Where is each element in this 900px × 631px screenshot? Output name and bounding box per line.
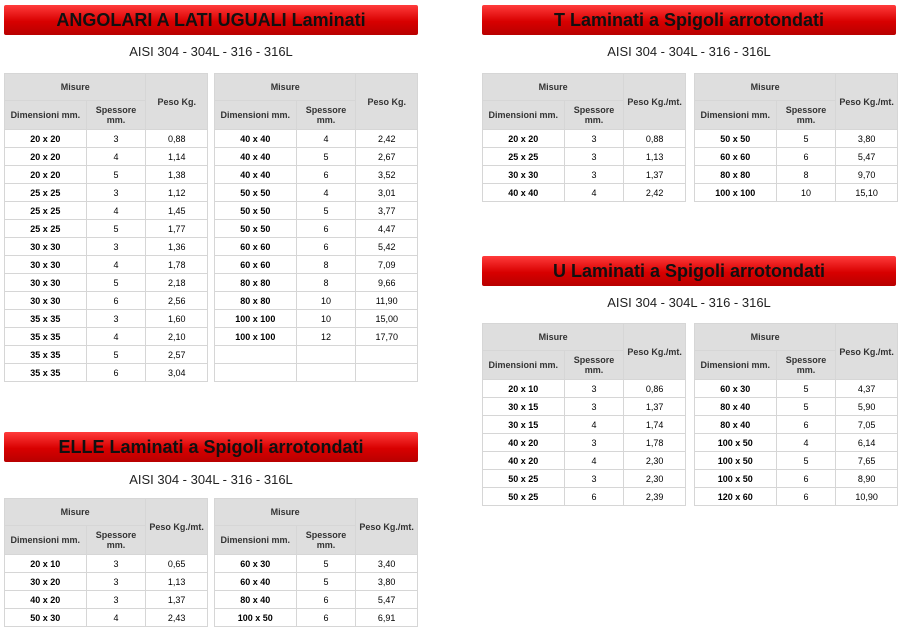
thickness-cell: 6 <box>776 416 836 434</box>
dimension-cell: 60 x 40 <box>215 573 297 591</box>
thickness-cell: 4 <box>86 202 146 220</box>
weight-cell: 1,74 <box>624 416 686 434</box>
weight-cell: 17,70 <box>356 328 418 346</box>
table-row <box>215 166 418 184</box>
dimension-cell: 20 x 10 <box>483 380 565 398</box>
weight-cell: 1,45 <box>146 202 208 220</box>
thickness-cell: 4 <box>564 416 624 434</box>
table-row <box>215 238 418 256</box>
weight-cell: 9,66 <box>356 274 418 292</box>
dimension-cell: 35 x 35 <box>5 346 87 364</box>
thickness-cell: 4 <box>564 184 624 202</box>
dimension-cell: 100 x 50 <box>695 470 777 488</box>
weight-cell: 5,90 <box>836 398 898 416</box>
thickness-cell: 4 <box>86 328 146 346</box>
weight-cell: 3,04 <box>146 364 208 382</box>
table-row <box>5 573 208 591</box>
table-row <box>5 364 208 382</box>
table-row <box>5 346 208 364</box>
dimension-cell: 20 x 20 <box>483 130 565 148</box>
table-row <box>5 256 208 274</box>
table-row <box>5 184 208 202</box>
dimension-cell: 100 x 100 <box>215 328 297 346</box>
dimension-cell: 60 x 30 <box>695 380 777 398</box>
table-row <box>5 328 208 346</box>
thickness-cell: 6 <box>296 591 356 609</box>
header-dimensioni: Dimensioni mm. <box>215 101 297 130</box>
dimension-cell <box>215 346 297 364</box>
dimension-cell: 30 x 30 <box>5 274 87 292</box>
table-row <box>215 555 418 573</box>
weight-cell: 5,47 <box>836 148 898 166</box>
dimension-cell: 100 x 100 <box>695 184 777 202</box>
dimension-cell: 30 x 30 <box>5 256 87 274</box>
header-misure: Misure <box>695 324 836 351</box>
elle-table-right <box>214 498 418 627</box>
thickness-cell: 5 <box>296 148 356 166</box>
table-row <box>5 166 208 184</box>
thickness-cell: 10 <box>296 310 356 328</box>
weight-cell: 3,52 <box>356 166 418 184</box>
dimension-cell: 50 x 50 <box>695 130 777 148</box>
weight-cell: 1,77 <box>146 220 208 238</box>
header-peso: Peso Kg. <box>146 74 208 130</box>
header-misure: Misure <box>215 74 356 101</box>
table-row <box>215 328 418 346</box>
dimension-cell: 25 x 25 <box>5 184 87 202</box>
thickness-cell: 4 <box>564 452 624 470</box>
thickness-cell: 5 <box>86 274 146 292</box>
dimension-cell: 80 x 40 <box>695 416 777 434</box>
dimension-cell: 100 x 100 <box>215 310 297 328</box>
dimension-cell: 60 x 60 <box>215 256 297 274</box>
table-row <box>695 434 898 452</box>
weight-cell: 2,39 <box>624 488 686 506</box>
thickness-cell: 4 <box>86 148 146 166</box>
weight-cell: 0,65 <box>146 555 208 573</box>
weight-cell: 1,37 <box>624 166 686 184</box>
table-row <box>483 434 686 452</box>
weight-cell: 1,12 <box>146 184 208 202</box>
header-peso: Peso Kg./mt. <box>836 324 898 380</box>
table-row <box>483 452 686 470</box>
dimension-cell: 80 x 40 <box>695 398 777 416</box>
header-spessore: Spessore mm. <box>86 526 146 555</box>
table-row <box>483 416 686 434</box>
dimension-cell: 80 x 80 <box>695 166 777 184</box>
header-misure: Misure <box>5 499 146 526</box>
header-dimensioni: Dimensioni mm. <box>483 101 565 130</box>
dimension-cell: 40 x 20 <box>5 591 87 609</box>
table-row <box>695 470 898 488</box>
weight-cell: 0,86 <box>624 380 686 398</box>
dimension-cell: 35 x 35 <box>5 364 87 382</box>
table-row <box>483 470 686 488</box>
weight-cell: 2,10 <box>146 328 208 346</box>
dimension-cell: 60 x 60 <box>695 148 777 166</box>
thickness-cell: 3 <box>564 130 624 148</box>
thickness-cell: 3 <box>564 166 624 184</box>
thickness-cell: 10 <box>296 292 356 310</box>
header-peso: Peso Kg. <box>356 74 418 130</box>
header-misure: Misure <box>483 74 624 101</box>
header-misure: Misure <box>215 499 356 526</box>
thickness-cell: 5 <box>86 220 146 238</box>
thickness-cell: 5 <box>296 202 356 220</box>
table-row <box>483 166 686 184</box>
weight-cell: 1,13 <box>624 148 686 166</box>
elle-title: ELLE Laminati a Spigoli arrotondati <box>4 432 418 462</box>
dimension-cell: 20 x 20 <box>5 148 87 166</box>
u-table-right <box>694 323 898 506</box>
weight-cell: 3,80 <box>836 130 898 148</box>
table-row <box>215 184 418 202</box>
dimension-cell: 100 x 50 <box>215 609 297 627</box>
weight-cell: 8,90 <box>836 470 898 488</box>
thickness-cell: 3 <box>564 380 624 398</box>
weight-cell: 1,37 <box>146 591 208 609</box>
dimension-cell: 100 x 50 <box>695 452 777 470</box>
thickness-cell: 8 <box>776 166 836 184</box>
table-row <box>5 591 208 609</box>
dimension-cell: 30 x 20 <box>5 573 87 591</box>
weight-cell: 2,57 <box>146 346 208 364</box>
table-row <box>215 256 418 274</box>
table-row <box>215 364 418 382</box>
weight-cell: 11,90 <box>356 292 418 310</box>
thickness-cell: 6 <box>296 609 356 627</box>
header-dimensioni: Dimensioni mm. <box>695 351 777 380</box>
table-row <box>483 184 686 202</box>
u-title: U Laminati a Spigoli arrotondati <box>482 256 896 286</box>
dimension-cell: 30 x 15 <box>483 416 565 434</box>
elle-subtitle: AISI 304 - 304L - 316 - 316L <box>129 472 293 487</box>
dimension-cell: 20 x 20 <box>5 130 87 148</box>
thickness-cell: 3 <box>86 310 146 328</box>
table-row <box>215 346 418 364</box>
weight-cell: 9,70 <box>836 166 898 184</box>
weight-cell: 2,42 <box>356 130 418 148</box>
table-row <box>5 310 208 328</box>
dimension-cell: 80 x 80 <box>215 274 297 292</box>
weight-cell: 1,36 <box>146 238 208 256</box>
thickness-cell: 3 <box>86 130 146 148</box>
t-table-left <box>482 73 686 202</box>
dimension-cell: 40 x 20 <box>483 434 565 452</box>
weight-cell: 1,38 <box>146 166 208 184</box>
dimension-cell: 40 x 40 <box>483 184 565 202</box>
weight-cell: 7,05 <box>836 416 898 434</box>
thickness-cell: 6 <box>776 470 836 488</box>
t-subtitle: AISI 304 - 304L - 316 - 316L <box>607 44 771 59</box>
table-row <box>215 202 418 220</box>
dimension-cell: 20 x 10 <box>5 555 87 573</box>
table-row <box>215 130 418 148</box>
thickness-cell: 6 <box>776 148 836 166</box>
header-spessore: Spessore mm. <box>776 351 836 380</box>
thickness-cell: 5 <box>776 452 836 470</box>
thickness-cell: 4 <box>776 434 836 452</box>
weight-cell: 6,91 <box>356 609 418 627</box>
weight-cell: 2,30 <box>624 470 686 488</box>
u-subtitle: AISI 304 - 304L - 316 - 316L <box>607 295 771 310</box>
header-dimensioni: Dimensioni mm. <box>483 351 565 380</box>
dimension-cell: 50 x 25 <box>483 470 565 488</box>
thickness-cell: 4 <box>86 256 146 274</box>
dimension-cell: 25 x 25 <box>5 220 87 238</box>
thickness-cell: 5 <box>776 130 836 148</box>
table-row <box>5 609 208 627</box>
dimension-cell: 30 x 30 <box>5 238 87 256</box>
dimension-cell: 60 x 30 <box>215 555 297 573</box>
table-row <box>5 220 208 238</box>
weight-cell: 7,65 <box>836 452 898 470</box>
table-row <box>483 380 686 398</box>
dimension-cell: 50 x 50 <box>215 220 297 238</box>
elle-table-left <box>4 498 208 627</box>
thickness-cell: 6 <box>86 292 146 310</box>
weight-cell: 1,78 <box>146 256 208 274</box>
header-dimensioni: Dimensioni mm. <box>695 101 777 130</box>
dimension-cell: 80 x 40 <box>215 591 297 609</box>
weight-cell <box>356 364 418 382</box>
dimension-cell: 40 x 40 <box>215 130 297 148</box>
weight-cell: 0,88 <box>146 130 208 148</box>
header-spessore: Spessore mm. <box>86 101 146 130</box>
dimension-cell: 80 x 80 <box>215 292 297 310</box>
thickness-cell: 6 <box>296 220 356 238</box>
dimension-cell: 40 x 40 <box>215 148 297 166</box>
thickness-cell <box>296 364 356 382</box>
weight-cell: 15,00 <box>356 310 418 328</box>
dimension-cell <box>215 364 297 382</box>
dimension-cell: 25 x 25 <box>5 202 87 220</box>
weight-cell: 0,88 <box>624 130 686 148</box>
weight-cell: 15,10 <box>836 184 898 202</box>
thickness-cell: 3 <box>564 148 624 166</box>
thickness-cell: 5 <box>86 346 146 364</box>
angolari-subtitle: AISI 304 - 304L - 316 - 316L <box>129 44 293 59</box>
u-table-left <box>482 323 686 506</box>
angolari-table-right <box>214 73 418 382</box>
header-misure: Misure <box>5 74 146 101</box>
weight-cell: 1,60 <box>146 310 208 328</box>
dimension-cell: 50 x 50 <box>215 184 297 202</box>
weight-cell: 10,90 <box>836 488 898 506</box>
angolari-table-left <box>4 73 208 382</box>
weight-cell: 4,37 <box>836 380 898 398</box>
table-row <box>215 591 418 609</box>
thickness-cell: 6 <box>776 488 836 506</box>
table-row <box>695 184 898 202</box>
thickness-cell: 8 <box>296 274 356 292</box>
thickness-cell: 6 <box>296 238 356 256</box>
weight-cell: 4,47 <box>356 220 418 238</box>
dimension-cell: 60 x 60 <box>215 238 297 256</box>
table-row <box>5 555 208 573</box>
dimension-cell: 35 x 35 <box>5 328 87 346</box>
header-peso: Peso Kg./mt. <box>624 324 686 380</box>
header-dimensioni: Dimensioni mm. <box>5 101 87 130</box>
t-table-right <box>694 73 898 202</box>
table-row <box>695 380 898 398</box>
thickness-cell: 4 <box>296 130 356 148</box>
table-row <box>215 609 418 627</box>
thickness-cell: 3 <box>86 591 146 609</box>
weight-cell: 5,42 <box>356 238 418 256</box>
header-spessore: Spessore mm. <box>564 101 624 130</box>
dimension-cell: 40 x 20 <box>483 452 565 470</box>
thickness-cell: 5 <box>776 380 836 398</box>
table-row <box>5 148 208 166</box>
header-dimensioni: Dimensioni mm. <box>215 526 297 555</box>
table-row <box>215 220 418 238</box>
thickness-cell: 4 <box>86 609 146 627</box>
thickness-cell: 6 <box>86 364 146 382</box>
table-row <box>695 166 898 184</box>
thickness-cell: 3 <box>564 434 624 452</box>
table-row <box>215 310 418 328</box>
weight-cell: 3,01 <box>356 184 418 202</box>
table-row <box>483 398 686 416</box>
weight-cell: 6,14 <box>836 434 898 452</box>
weight-cell: 2,43 <box>146 609 208 627</box>
thickness-cell: 3 <box>564 398 624 416</box>
dimension-cell: 50 x 25 <box>483 488 565 506</box>
header-misure: Misure <box>695 74 836 101</box>
thickness-cell: 5 <box>296 573 356 591</box>
table-row <box>5 202 208 220</box>
table-row <box>695 398 898 416</box>
weight-cell: 2,42 <box>624 184 686 202</box>
thickness-cell: 3 <box>86 573 146 591</box>
dimension-cell: 25 x 25 <box>483 148 565 166</box>
thickness-cell <box>296 346 356 364</box>
dimension-cell: 30 x 30 <box>483 166 565 184</box>
thickness-cell: 8 <box>296 256 356 274</box>
thickness-cell: 3 <box>86 555 146 573</box>
dimension-cell: 35 x 35 <box>5 310 87 328</box>
header-dimensioni: Dimensioni mm. <box>5 526 87 555</box>
table-row <box>483 148 686 166</box>
thickness-cell: 3 <box>86 184 146 202</box>
dimension-cell: 100 x 50 <box>695 434 777 452</box>
table-row <box>695 452 898 470</box>
table-row <box>695 416 898 434</box>
table-row <box>5 238 208 256</box>
dimension-cell: 50 x 50 <box>215 202 297 220</box>
thickness-cell: 3 <box>86 238 146 256</box>
weight-cell: 1,13 <box>146 573 208 591</box>
weight-cell: 3,80 <box>356 573 418 591</box>
header-spessore: Spessore mm. <box>564 351 624 380</box>
header-peso: Peso Kg./mt. <box>836 74 898 130</box>
weight-cell: 1,37 <box>624 398 686 416</box>
dimension-cell: 30 x 15 <box>483 398 565 416</box>
weight-cell: 2,18 <box>146 274 208 292</box>
thickness-cell: 5 <box>776 398 836 416</box>
table-row <box>695 148 898 166</box>
angolari-title: ANGOLARI A LATI UGUALI Laminati <box>4 5 418 35</box>
table-row <box>5 130 208 148</box>
thickness-cell: 6 <box>296 166 356 184</box>
weight-cell <box>356 346 418 364</box>
weight-cell: 1,14 <box>146 148 208 166</box>
thickness-cell: 5 <box>296 555 356 573</box>
header-peso: Peso Kg./mt. <box>624 74 686 130</box>
dimension-cell: 40 x 40 <box>215 166 297 184</box>
table-row <box>215 292 418 310</box>
weight-cell: 2,56 <box>146 292 208 310</box>
table-row <box>5 274 208 292</box>
table-row <box>215 573 418 591</box>
t-title: T Laminati a Spigoli arrotondati <box>482 5 896 35</box>
weight-cell: 7,09 <box>356 256 418 274</box>
thickness-cell: 3 <box>564 470 624 488</box>
dimension-cell: 20 x 20 <box>5 166 87 184</box>
header-peso: Peso Kg./mt. <box>356 499 418 555</box>
table-row <box>5 292 208 310</box>
weight-cell: 3,77 <box>356 202 418 220</box>
weight-cell: 3,40 <box>356 555 418 573</box>
dimension-cell: 120 x 60 <box>695 488 777 506</box>
thickness-cell: 4 <box>296 184 356 202</box>
weight-cell: 2,67 <box>356 148 418 166</box>
header-spessore: Spessore mm. <box>296 526 356 555</box>
thickness-cell: 5 <box>86 166 146 184</box>
thickness-cell: 12 <box>296 328 356 346</box>
thickness-cell: 6 <box>564 488 624 506</box>
dimension-cell: 50 x 30 <box>5 609 87 627</box>
weight-cell: 5,47 <box>356 591 418 609</box>
dimension-cell: 30 x 30 <box>5 292 87 310</box>
table-row <box>215 148 418 166</box>
table-row <box>215 274 418 292</box>
thickness-cell: 10 <box>776 184 836 202</box>
table-row <box>483 488 686 506</box>
weight-cell: 1,78 <box>624 434 686 452</box>
header-spessore: Spessore mm. <box>776 101 836 130</box>
table-row <box>695 130 898 148</box>
table-row <box>483 130 686 148</box>
weight-cell: 2,30 <box>624 452 686 470</box>
header-spessore: Spessore mm. <box>296 101 356 130</box>
table-row <box>695 488 898 506</box>
header-peso: Peso Kg./mt. <box>146 499 208 555</box>
header-misure: Misure <box>483 324 624 351</box>
